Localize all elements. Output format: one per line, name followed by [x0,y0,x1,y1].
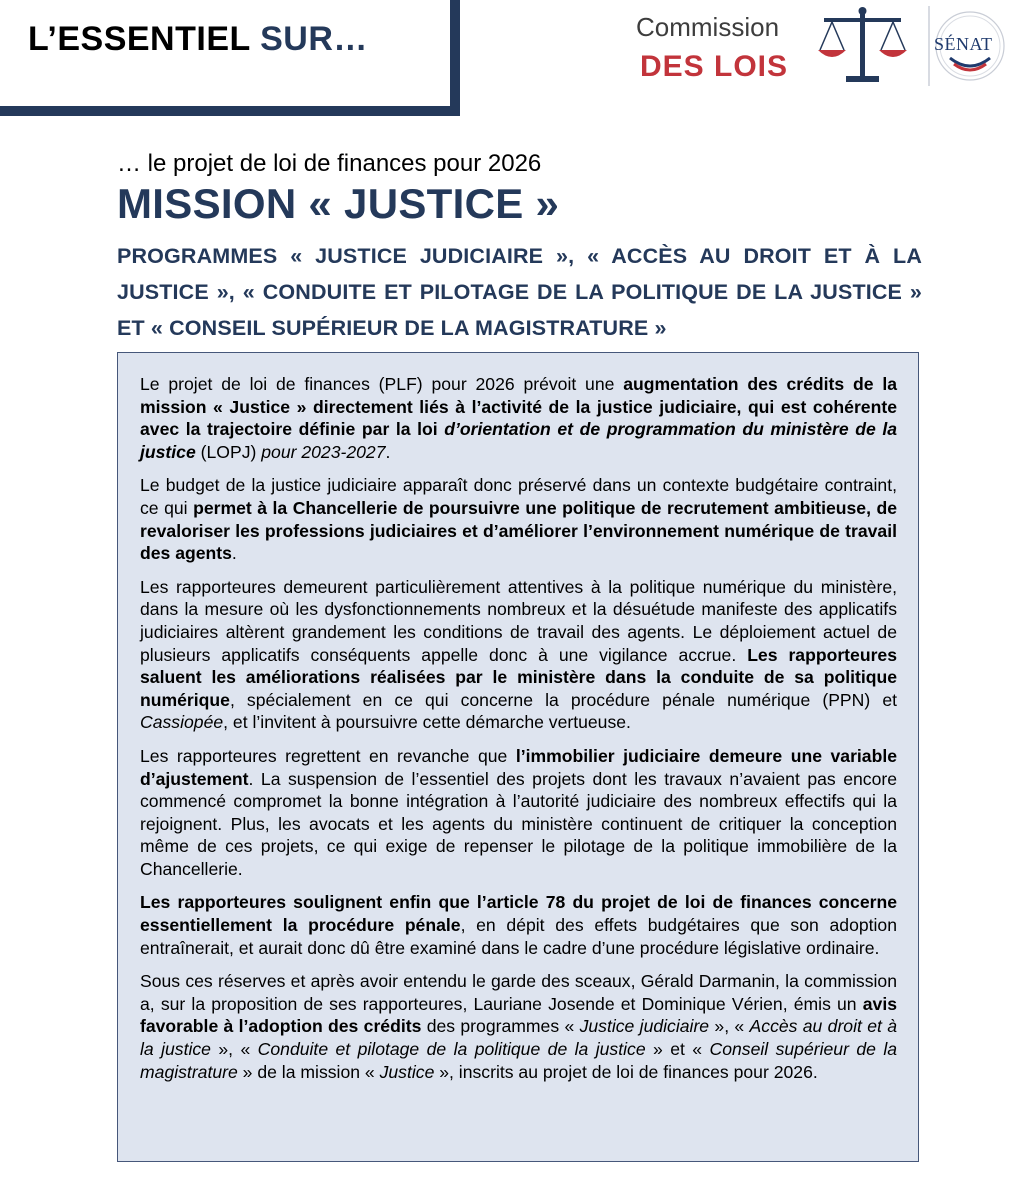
italic-run: Cassiopée [140,712,224,733]
header-title-part2: SUR… [260,20,368,58]
senat-label: SÉNAT [934,34,993,54]
summary-paragraph-5 [140,891,897,959]
header-title [28,20,368,59]
summary-box [117,352,919,1162]
bold-run: l’immobilier judiciaire demeure une variable d’ajustement [140,745,898,789]
italic-run: Justice [379,1061,435,1082]
summary-paragraph-2 [140,474,897,564]
text-run: » et « [645,1039,710,1060]
bold-run: permet à la Chancellerie de poursuivre une politique de recrutement ambitieuse, de revaloriser les professions judiciaires et d’améliorer l’environnement numérique de travail des agents [140,497,897,564]
text-run: », « [210,1039,258,1060]
text-run: Les rapporteures regrettent en revanche que [140,745,516,766]
commission-des-lois-logo [636,12,796,82]
italic-run: Justice judiciaire [579,1016,710,1037]
text-run: », « [709,1016,750,1037]
italic-run: Conduite et pilotage de la politique de la justice [257,1039,646,1060]
italic-run: Accès au droit et à la justice [140,1016,897,1060]
summary-paragraph-6 [140,970,897,1083]
bold-italic-run: d’orientation et de programmation du ministère de la justice [140,419,897,462]
summary-paragraph-3 [140,576,897,734]
scales-of-justice-icon [816,6,908,86]
text-run: » de la mission « [237,1061,380,1082]
bold-run: Les rapporteures soulignent enfin que l’article 78 du projet de loi de finances concerne essentiellement la procédure pénale [140,892,897,936]
italic-run: pour 2023-2027 [261,441,386,462]
text-run: Les rapporteures demeurent particulièrement attentives à la politique numérique du ministère, dans la mesure où les dysfonctionnements nombreux et la désuétude manifeste des applicatifs judiciaires altèrent grandement les conditions de travail des agents. Le déploiement actuel de plusieurs applicatifs conséquents appelle donc à une vigilance accrue. [140,576,897,665]
text-run: (LOPJ) [195,441,262,462]
text-run: Sous ces réserves et après avoir entendu le garde des sceaux, Gérald Darmanin, la commission a, sur la proposition de ses rapporteures, Lauriane Josende et Dominique Vérien, émis un [140,971,897,1014]
text-run: . La suspension de l’essentiel des projets dont les travaux n’avaient pas encore commencé compromet la bonne intégration à l’autorité judiciaire des nombreux effectifs qui la rejoignent. Plus, les avocats et les agents du ministère continuent de critiquer la conception même de ces projets, ce qui exige de repenser le pilotage de la politique immobilière de la Chancellerie. [140,768,897,879]
document-subtitle: … le projet de loi de finances pour 2026 [117,150,542,177]
summary-paragraph-1 [140,373,897,463]
bold-run: Les rapporteures saluent les améliorations réalisées par le ministère dans la conduite de sa politique numérique [140,644,897,710]
bold-run: avis favorable à l’adoption des crédits [140,993,897,1037]
header-title-part1: L’ESSENTIEL [28,20,251,58]
mission-title: MISSION « JUSTICE » [117,180,560,227]
text-run: . [385,441,391,462]
text-run: , en dépit des effets budgétaires que son adoption entraînerait, et aurait donc dû être examiné dans le cadre d’une procédure législative ordinaire. [140,915,898,958]
text-run: , spécialement en ce qui concerne la procédure pénale numérique (PPN) et [229,689,897,710]
text-run: Le projet de loi de finances (PLF) pour 2026 prévoit une [140,374,624,394]
senat-logo [928,6,1008,86]
text-run: », inscrits au projet de loi de finances pour 2026. [434,1061,818,1082]
text-run: , et l’invitent à poursuivre cette démarche vertueuse. [223,712,631,733]
italic-run: Conseil supérieur de la magistrature [140,1039,898,1082]
bold-run: augmentation des crédits de la mission « Justice » directement liés à l’activité de la justice judiciaire, qui est cohérente avec la trajectoire définie par la loi [140,374,897,440]
programmes-heading: PROGRAMMES « JUSTICE JUDICIAIRE », « ACCÈS AU DROIT ET À LA JUSTICE », « CONDUITE ET PILOTAGE DE LA POLITIQUE DE LA JUSTICE » ET « CONSEIL SUPÉRIEUR DE LA MAGISTRATURE » [117,244,922,340]
header-banner [0,0,454,110]
text-run: . [231,543,237,564]
commission-label: Commission [636,12,780,42]
des-lois-label: DES LOIS [640,50,789,83]
text-run: des programmes « [421,1016,580,1037]
text-run: Le budget de la justice judiciaire apparaît donc préservé dans un contexte budgétaire contraint, ce qui [140,475,897,518]
summary-paragraph-4 [140,745,897,881]
